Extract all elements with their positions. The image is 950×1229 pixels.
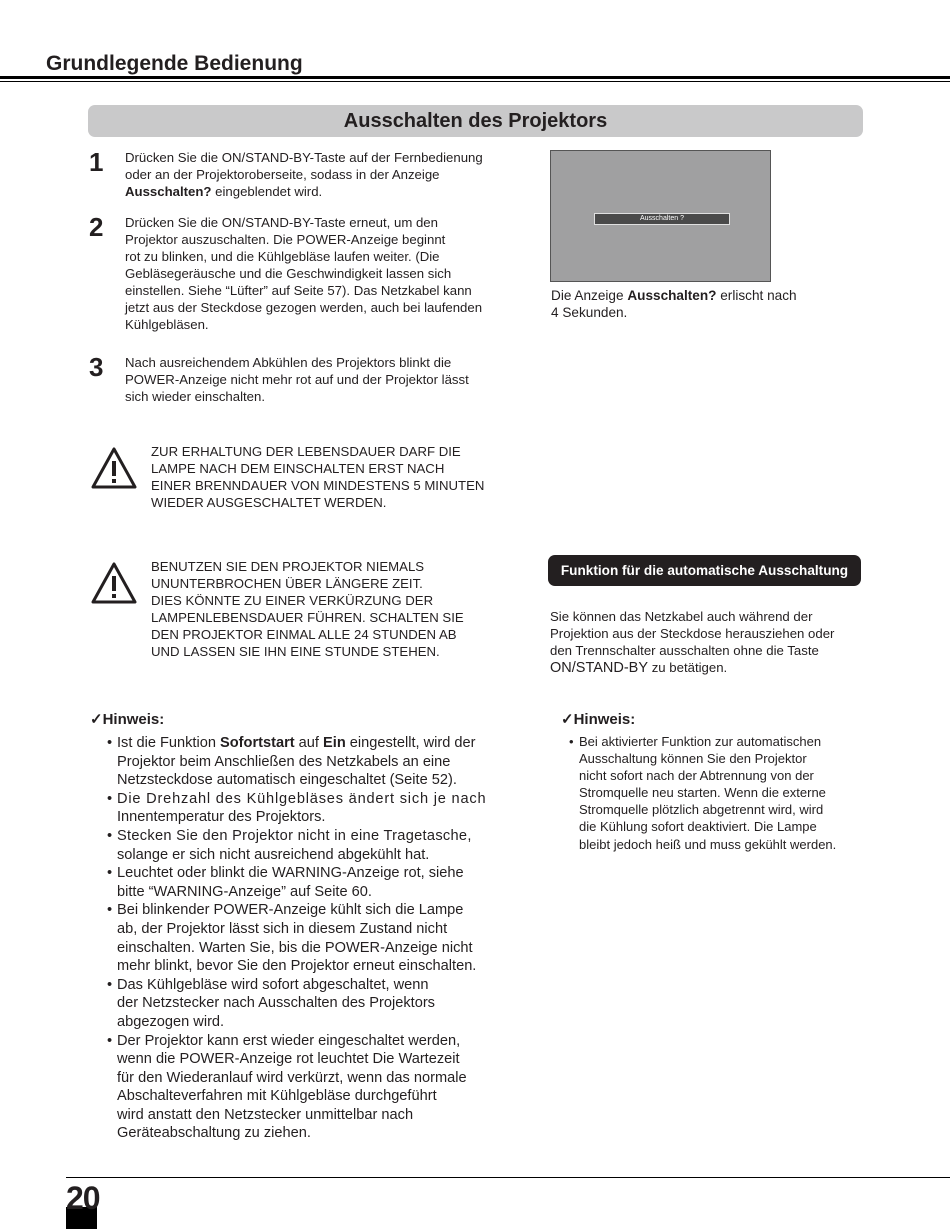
- footer-rule: [66, 1177, 950, 1178]
- step-number: 3: [89, 352, 104, 382]
- step-text: Drücken Sie die ON/STAND-BY-Taste erneut, um den Projektor auszuschalten. Die POWER-Anzeige beginnt rot zu blinken, und die Kühlgebläse laufen weiter. (Die Gebläsegeräusche und die Geschwindigkeit lassen sich einstellen. Siehe “Lüfter” auf Seite 57). Das Netzkabel kann jetzt aus der Steckdose gezogen werden, auch bei laufenden Kühlgebläsen.: [125, 215, 483, 332]
- list-item: • Die Drehzahl des Kühlgebläses ändert sich je nach Innentemperatur des Projektors.: [107, 790, 505, 827]
- warning-text: BENUTZEN SIE DEN PROJEKTOR NIEMALS UNUNTERBROCHEN ÜBER LÄNGERE ZEIT. DIES KÖNNTE ZU EINER VERKÜRZUNG DER LAMPENLEBENSDAUER FÜHREN. SCHALTEN SIE DEN PROJEKTOR EINMAL ALLE 24 STUNDEN AB UND LASSEN SIE IHN EINE STUNDE STEHEN.: [151, 559, 464, 659]
- shutdown-dialog: Ausschalten ?: [594, 213, 730, 225]
- note-heading: ✓Hinweis:: [90, 711, 165, 728]
- list-item: • Stecken Sie den Projektor nicht in eine Tragetasche, solange er sich nicht ausreichend abgekühlt hat.: [107, 827, 505, 864]
- header-rule: [0, 76, 950, 79]
- page-number: 20: [66, 1180, 100, 1216]
- auto-off-title: Funktion für die automatische Ausschaltung: [548, 555, 861, 586]
- list-item: • Der Projektor kann erst wieder eingeschaltet werden, wenn die POWER-Anzeige rot leuchtet Die Wartezeit für den Wiederanlauf wird verkürzt, wenn das normale Abschalteverfahren mit Kühlgebläse durchgeführt wird anstatt den Netzstecker unmittelbar nach Geräteabschaltung zu ziehen.: [107, 1032, 505, 1144]
- list-item: • Das Kühlgebläse wird sofort abgeschaltet, wenn der Netzstecker nach Ausschalten des Projektors abgezogen wird.: [107, 976, 505, 1032]
- step-text: Nach ausreichendem Abkühlen des Projektors blinkt die POWER-Anzeige nicht mehr rot auf und der Projektor lässt sich wieder einschalten.: [125, 355, 469, 404]
- auto-off-text: Sie können das Netzkabel auch während der Projektion aus der Steckdose herausziehen oder den Trennschalter ausschalten ohne die Taste ON/STAND-BY zu betätigen.: [550, 609, 835, 676]
- warning-text: ZUR ERHALTUNG DER LEBENSDAUER DARF DIE LAMPE NACH DEM EINSCHALTEN ERST NACH EINER BRENNDAUER VON MINDESTENS 5 MINUTEN WIEDER AUSGESCHALTET WERDEN.: [151, 444, 485, 510]
- note-list: [107, 734, 505, 1143]
- note-list: [569, 733, 869, 853]
- step-number: 2: [89, 212, 104, 242]
- header-rule-thin: [0, 81, 950, 82]
- warning-icon: [91, 446, 137, 490]
- list-item: • Ist die Funktion Sofortstart auf Ein eingestellt, wird der Projektor beim Anschließen des Netzkabels an eine Netzsteckdose automatisch eingeschaltet (Seite 52).: [107, 734, 505, 790]
- onscreen-display-illustration: [550, 150, 771, 282]
- warning-icon: [91, 561, 137, 605]
- page-header-title: Grundlegende Bedienung: [46, 52, 303, 75]
- list-item: • Bei blinkender POWER-Anzeige kühlt sich die Lampe ab, der Projektor lässt sich in diesem Zustand nicht einschalten. Warten Sie, bis die POWER-Anzeige nicht mehr blinkt, bevor Sie den Projektor erneut einschalten.: [107, 901, 505, 975]
- list-item: • Leuchtet oder blinkt die WARNING-Anzeige rot, siehe bitte “WARNING-Anzeige” auf Seite 60.: [107, 864, 505, 901]
- section-title: Ausschalten des Projektors: [88, 105, 863, 137]
- step-text: Drücken Sie die ON/STAND-BY-Taste auf der Fernbedienung oder an der Projektoroberseite, sodass in der Anzeige Ausschalten? eingeblendet wird.: [125, 150, 483, 199]
- step-number: 1: [89, 147, 104, 177]
- screen-caption: Die Anzeige Ausschalten? erlischt nach 4 Sekunden.: [551, 288, 797, 320]
- note-heading: ✓Hinweis:: [561, 711, 636, 728]
- list-item: • Bei aktivierter Funktion zur automatischen Ausschaltung können Sie den Projektor nicht sofort nach der Abtrennung von der Stromquelle neu starten. Wenn die externe Stromquelle plötzlich abgetrennt wird, wird die Kühlung sofort deaktiviert. Die Lampe bleibt jedoch heiß und muss gekühlt werden.: [569, 733, 869, 853]
